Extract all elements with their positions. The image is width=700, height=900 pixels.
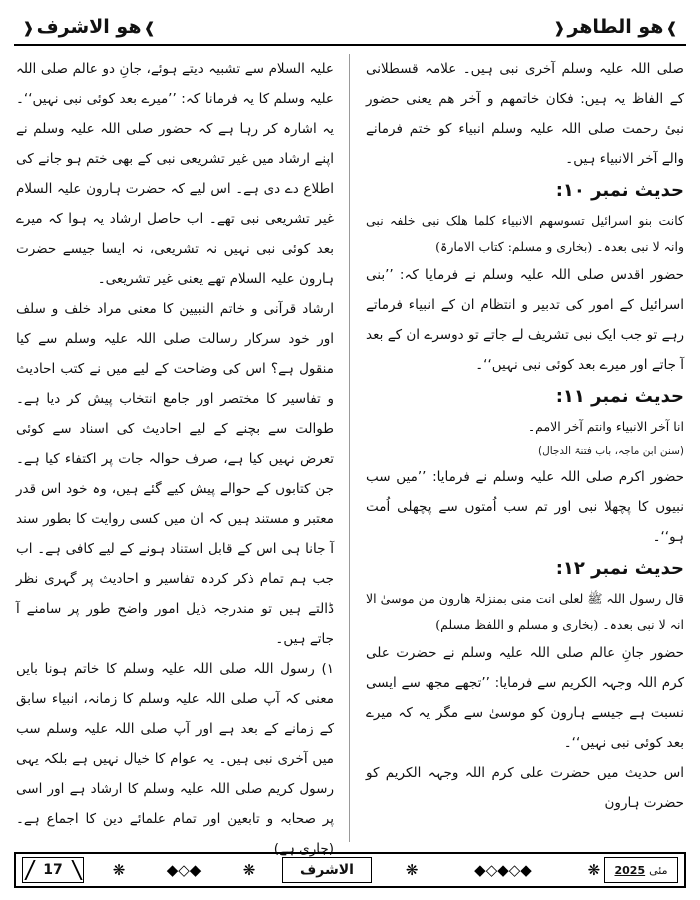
flower-ornament-icon: ❋ [405, 861, 419, 879]
hadith-heading: حدیث نمبر ۱۱: [555, 386, 684, 407]
hadith-heading: حدیث نمبر ۱۰: [555, 180, 684, 201]
hadith-heading: حدیث نمبر ۱۲: [555, 558, 684, 579]
left-column [16, 54, 334, 857]
paragraph: ۱) رسول اللہ صلی اللہ علیہ وسلم کا خاتم ہونا بایں معنی کہ آپ صلی اللہ علیہ وسلم کا زمانہ، انبیاء سابق کے زمانے کے بعد ہے اور آپ صلی اللہ علیہ وسلم سب میں آخری نبی ہیں۔ یہ عوام کا خیال نہیں ہے بلکہ یہی رسول کریم صلی اللہ علیہ وسلم کا ارشاد ہے اور اسی پر صحابہ و تابعین اور تمام علمائے دین کا اجماع ہے۔ (جاری ہے) [16, 661, 334, 857]
header-right-title: ❱ھو الطاھر❰ [552, 16, 678, 38]
page-number-box [22, 857, 84, 883]
right-column [366, 54, 684, 842]
arabic-text: کانت بنو اسرائیل تسوسھم الانبیاء کلما ھلک نبی خلفہ نبی وانہ لا نبی بعدہ۔ (بخاری و مسلم: کتاب الامارۃ) [366, 213, 684, 254]
footer-ornament-band [378, 859, 628, 881]
arabic-text: انا آخر الانبیاء وانتم آخر الامم۔ [527, 419, 684, 434]
paragraph: صلی اللہ علیہ وسلم آخری نبی ہیں۔ علامہ قسطلانی کے الفاظ یہ ہیں: فکان خاتمھم و آخر ھم یعنی حضور نبیٔ رحمت صلی اللہ علیہ وسلم انبیاء کو ختم فرمانے والے آخر الانبیاء ہیں۔ [366, 61, 684, 167]
article-body [16, 54, 684, 857]
header-ornament-icon: ❱ [143, 19, 157, 37]
page-number: 17 [43, 862, 63, 878]
page-footer [14, 852, 686, 888]
paragraph: حضور جانِ عالم صلی اللہ علیہ وسلم نے حضرت علی کرم اللہ وجہہ الکریم سے فرمایا: ’’تجھے مجھ سے ایسی نسبت ہے جیسے ہارون کو موسیٰ سے مگر یہ کہ میرے بعد کوئی نبی نہیں‘‘۔ [366, 645, 684, 751]
footer-bracket-icon [71, 860, 82, 880]
footer-year: 2025 [614, 863, 646, 877]
footer-ornament-band [92, 859, 276, 881]
header-ornament-icon: ❱ [665, 19, 678, 37]
footer-date [604, 857, 678, 883]
arabic-text: قال رسول اللہ ﷺ لعلی انت منی بمنزلۃ ھارون من موسیٰ الا انہ لا نبی بعدہ۔ (بخاری و مسلم و اللفظ مسلم) [366, 591, 684, 632]
page-header [14, 10, 686, 46]
paragraph: علیہ السلام سے تشبیہ دیتے ہوئے، جانِ دو عالم صلی اللہ علیہ وسلم کا یہ فرمانا کہ: ’’میرے بعد کوئی نبی نہیں‘‘۔ یہ اشارہ کر رہا ہے کہ حضور صلی اللہ علیہ وسلم نے اپنے ارشاد میں غیر تشریعی نبی کے بھی ختم ہو جانے کی اطلاع دے دی ہے۔ اس لیے کہ حضرت ہارون علیہ السلام غیر تشریعی نبی تھے۔ اب حاصل ارشاد یہ ہوا کہ میرے بعد کوئی نبی نہیں نہ تشریعی، نہ ایسا جیسے حضرت ہارون علیہ السلام تھے یعنی غیر تشریعی۔ [16, 61, 334, 287]
header-ornament-icon: ❰ [552, 19, 566, 37]
header-ornament-icon: ❰ [22, 19, 35, 37]
reference-citation: (سنن ابن ماجہ، باب فتنۃ الدجال) [538, 445, 684, 457]
header-left-title: ❱ھو الاشرف❰ [22, 16, 157, 38]
diamond-ornament-icon: ◆◇◆◇◆ [474, 861, 532, 879]
flower-ornament-icon: ❋ [587, 861, 601, 879]
flower-ornament-icon: ❋ [112, 861, 126, 879]
diamond-ornament-icon: ◆◇◆ [166, 861, 202, 879]
paragraph: حضور اقدس صلی اللہ علیہ وسلم نے فرمایا کہ: ’’بنی اسرائیل کے امور کی تدبیر و انتظام ان کے انبیاء فرماتے رہے تو جب ایک نبی تشریف لے جاتے تو دوسرے ان کے بعد آ جاتے اور میرے بعد کوئی نبی نہیں‘‘۔ [366, 267, 684, 373]
footer-month: مئی [649, 863, 668, 877]
paragraph: حضور اکرم صلی اللہ علیہ وسلم نے فرمایا: ’’میں سب نبیوں کا پچھلا نبی اور تم سب اُمتوں سے پچھلی اُمت ہو‘‘۔ [366, 469, 684, 545]
footer-magazine-name: الاشرف [282, 857, 372, 883]
flower-ornament-icon: ❋ [242, 861, 256, 879]
footer-bracket-icon [24, 860, 35, 880]
paragraph: اس حدیث میں حضرت علی کرم اللہ وجہہ الکریم کو حضرت ہارون [366, 765, 684, 811]
paragraph: ارشاد قرآنی و خاتم النبیین کا معنی مراد خلف و سلف اور خود سرکار رسالت صلی اللہ علیہ وسلم سے کیا منقول ہے؟ اس کی وضاحت کے لیے میں نے کتب احادیث و تفاسیر کا مختصر اور جامع انتخاب پیش کر دیا ہے۔ طوالت سے بچنے کے لیے احادیث کی اسناد سے کوئی تعرض نہیں کیا ہے، صرف حوالہ جات پر اکتفاء کیا ہے۔ جن کتابوں کے حوالے پیش کیے گئے ہیں، وہ خود اس قدر معتبر و مستند ہیں کہ ان میں کسی روایت کا بطور سند آ جانا ہی اس کے قابل استناد ہونے کے لیے کافی ہے۔ اب جب ہم تمام ذکر کردہ تفاسیر و احادیث پر گہری نظر ڈالتے ہیں تو مندرجہ ذیل امور واضح طور پر سامنے آ جاتے ہیں۔ [16, 301, 334, 647]
